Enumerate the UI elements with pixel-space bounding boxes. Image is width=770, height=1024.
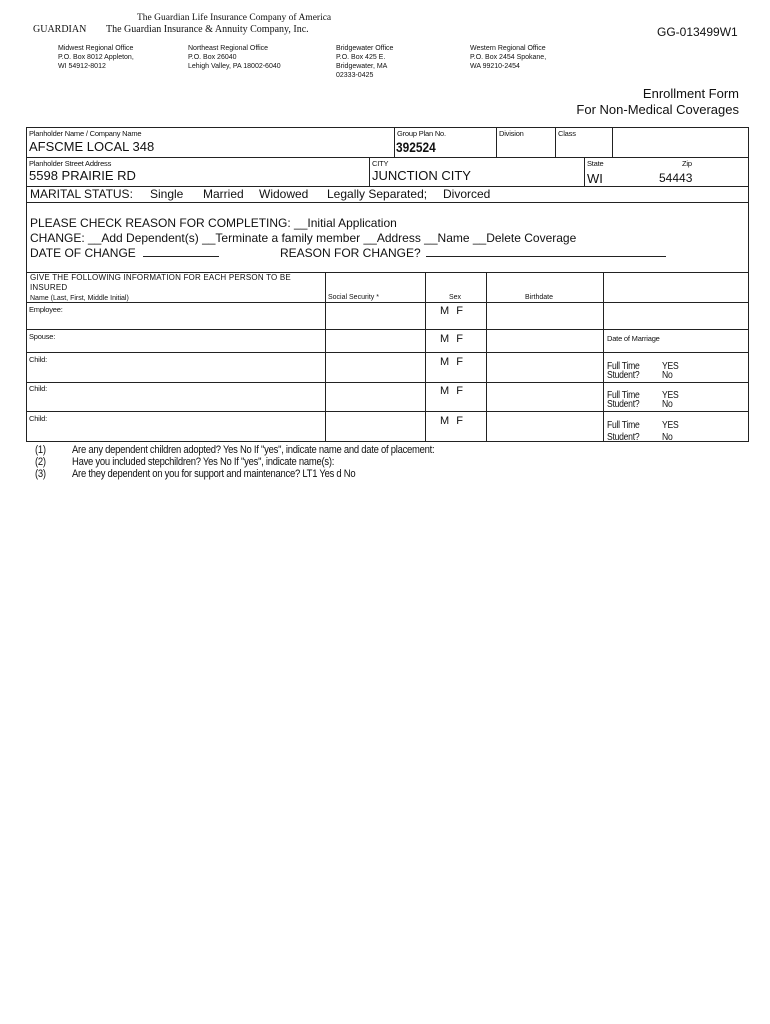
question-1-number: (1): [35, 444, 46, 456]
child-2-student[interactable]: Full Time Student?: [607, 390, 640, 410]
child-1-student[interactable]: Full Time Student?: [607, 361, 640, 381]
employee-sex[interactable]: M F: [440, 305, 463, 317]
child-2-label: Child:: [29, 384, 47, 393]
street-address-field[interactable]: 5598 PRAIRIE RD: [29, 168, 136, 183]
reason-for-change-field[interactable]: [426, 245, 666, 257]
division-label: Division: [499, 129, 524, 138]
form-title: Enrollment Form: [642, 86, 739, 101]
child-1-yes-no[interactable]: YES No: [662, 361, 679, 381]
city-field[interactable]: JUNCTION CITY: [372, 168, 471, 183]
zip-label: Zip: [682, 159, 692, 168]
child-3-yes-no[interactable]: YES No: [662, 420, 679, 443]
reason-for-change: [280, 245, 666, 260]
street-address-label: Planholder Street Address: [29, 159, 112, 168]
child-3-label: Child:: [29, 414, 47, 423]
marital-status-label: MARITAL STATUS:: [30, 187, 133, 201]
brand-name: GUARDIAN: [33, 24, 87, 35]
company-line-1: The Guardian Life Insurance Company of America: [137, 13, 332, 23]
spouse-label: Spouse:: [29, 332, 56, 341]
company-line-2: The Guardian Insurance & Annuity Company, Inc.: [106, 24, 309, 35]
state-field[interactable]: WI: [587, 171, 603, 186]
marital-single[interactable]: Single: [150, 187, 184, 201]
child-2-sex[interactable]: M F: [440, 385, 463, 397]
marital-separated[interactable]: Legally Separated;: [327, 187, 428, 201]
date-of-marriage-label: Date of Marriage: [607, 334, 660, 343]
office-northeast: Northeast Regional Office P.O. Box 26040 Lehigh Valley, PA 18002-6040: [188, 45, 281, 70]
child-3-student[interactable]: Full Time Student?: [607, 420, 640, 443]
ssn-column-header: Social Security *: [328, 294, 379, 301]
marital-married[interactable]: Married: [203, 187, 244, 201]
group-plan-field[interactable]: 392524: [396, 139, 436, 155]
office-western: Western Regional Office P.O. Box 2454 Spokane, WA 99210-2454: [470, 45, 547, 70]
office-midwest: Midwest Regional Office P.O. Box 8012 Appleton, WI 54912-8012: [58, 45, 134, 70]
question-1-text[interactable]: Are any dependent children adopted? Yes No If "yes", indicate name and date of placement:: [72, 444, 435, 456]
reason-line[interactable]: PLEASE CHECK REASON FOR COMPLETING: __Initial Application: [30, 216, 397, 230]
child-2-yes-no[interactable]: YES No: [662, 390, 679, 410]
name-column-header: Name (Last, First, Middle Initial): [30, 295, 129, 302]
marital-divorced[interactable]: Divorced: [443, 187, 491, 201]
date-of-change-field[interactable]: [143, 245, 219, 257]
form-number: GG-013499W1: [657, 25, 738, 39]
question-3-number: (3): [35, 468, 46, 480]
spouse-sex[interactable]: M F: [440, 333, 463, 345]
group-plan-label: Group Plan No.: [397, 129, 446, 138]
class-label: Class: [558, 129, 576, 138]
persons-header: GIVE THE FOLLOWING INFORMATION FOR EACH PERSON TO BE INSURED: [30, 273, 291, 292]
reason-for-change-label: REASON FOR CHANGE?: [280, 246, 421, 260]
child-1-label: Child:: [29, 355, 47, 364]
birthdate-column-header: Birthdate: [525, 294, 554, 301]
employee-label: Employee:: [29, 305, 63, 314]
form-subtitle: For Non-Medical Coverages: [576, 102, 739, 117]
office-bridgewater: Bridgewater Office P.O. Box 425 E. Bridgewater, MA 02333-0425: [336, 45, 394, 79]
zip-field[interactable]: 54443: [659, 171, 693, 185]
planholder-name-label: Planholder Name / Company Name: [29, 129, 142, 138]
change-options[interactable]: CHANGE: __Add Dependent(s) __Terminate a family member __Address __Name __Delete Coverage: [30, 231, 577, 245]
question-3-text[interactable]: Are they dependent on you for support and maintenance? LT1 Yes d No: [72, 468, 356, 480]
sex-column-header: Sex: [449, 294, 462, 301]
planholder-name-field[interactable]: AFSCME LOCAL 348: [29, 139, 155, 154]
city-label: CITY: [372, 159, 389, 168]
question-2-number: (2): [35, 456, 46, 468]
state-label: State: [587, 159, 604, 168]
child-1-sex[interactable]: M F: [440, 356, 463, 368]
child-3-sex[interactable]: M F: [440, 415, 463, 427]
marital-widowed[interactable]: Widowed: [259, 187, 309, 201]
question-2-text[interactable]: Have you included stepchildren? Yes No If "yes", indicate name(s):: [72, 456, 335, 468]
date-of-change: [30, 245, 219, 260]
date-of-change-label: DATE OF CHANGE: [30, 246, 136, 260]
